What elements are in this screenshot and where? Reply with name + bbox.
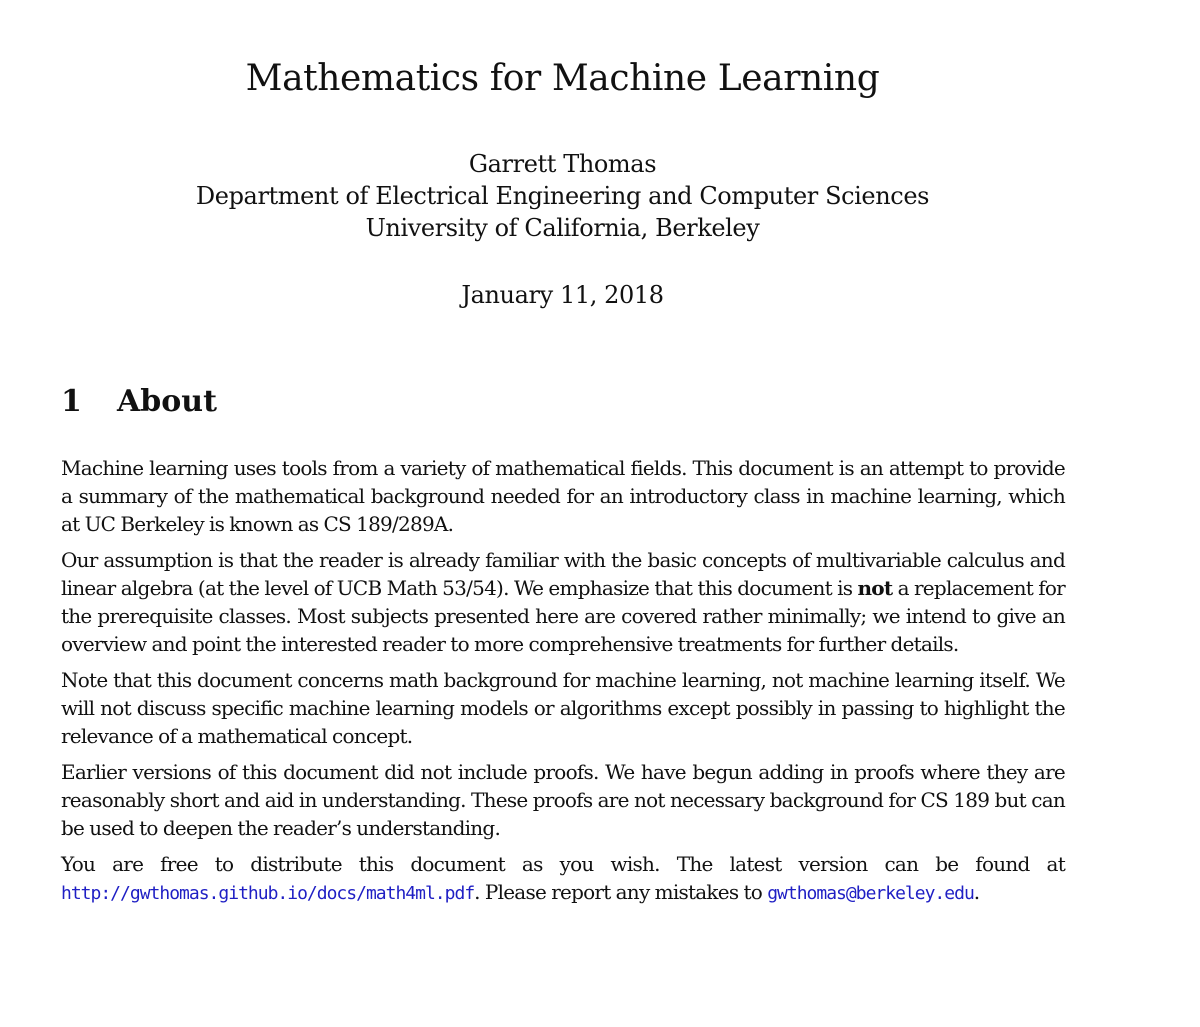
emphasis-not: not [857,576,893,600]
author-block [0,148,1125,244]
paragraph-intro: Machine learning uses tools from a variety of mathematical fields. This document is an attempt to provide a summary of the mathematical background needed for an introductory class in machine learning, which at UC Berkeley is known as CS 189/289A. [61,456,1065,536]
document-title: Mathematics for Machine Learning [245,58,880,99]
paragraph-distribution [61,850,1065,908]
author-department: Department of Electrical Engineering and Computer Sciences [195,182,930,210]
paragraph-assumption [61,546,1065,658]
paragraph-distribution-text-1: You are free to distribute this document as you wish. The latest version can be found at [61,852,1065,876]
author-name: Garrett Thomas [468,150,657,178]
paragraph-distribution-text-2: . Please report any mistakes to [474,880,768,904]
latest-version-link[interactable]: http://gwthomas.github.io/docs/math4ml.pdf [61,883,475,904]
paragraph-proofs: Earlier versions of this document did not include proofs. We have begun adding in proofs where they are reasonably short and aid in understanding. These proofs are not necessary background for CS 189 but can be used to deepen the reader’s understanding. [61,760,1065,840]
section-body [61,454,1065,916]
paragraph-scope: Note that this document concerns math background for machine learning, not machine learning itself. We will not discuss specific machine learning models or algorithms except possibly in passing to highlight the relevance of a mathematical concept. [61,668,1065,748]
contact-email-link[interactable]: gwthomas@berkeley.edu [767,883,974,904]
section-title: About [117,384,217,419]
document-date: January 11, 2018 [461,281,664,309]
paragraph-distribution-text-3: . [973,880,980,904]
author-university: University of California, Berkeley [365,214,760,242]
section-heading [61,382,217,422]
paragraph-assumption-text-2: a replacement for the prerequisite classes. Most subjects presented here are covered rather minimally; we intend to give an overview and point the interested reader to more comprehensive treatments for further details. [61,576,1065,656]
paragraph-assumption-text-1: Our assumption is that the reader is already familiar with the basic concepts of multivariable calculus and linear algebra (at the level of UCB Math 53/54). We emphasize that this document is [61,548,1065,600]
section-number: 1 [61,384,82,419]
